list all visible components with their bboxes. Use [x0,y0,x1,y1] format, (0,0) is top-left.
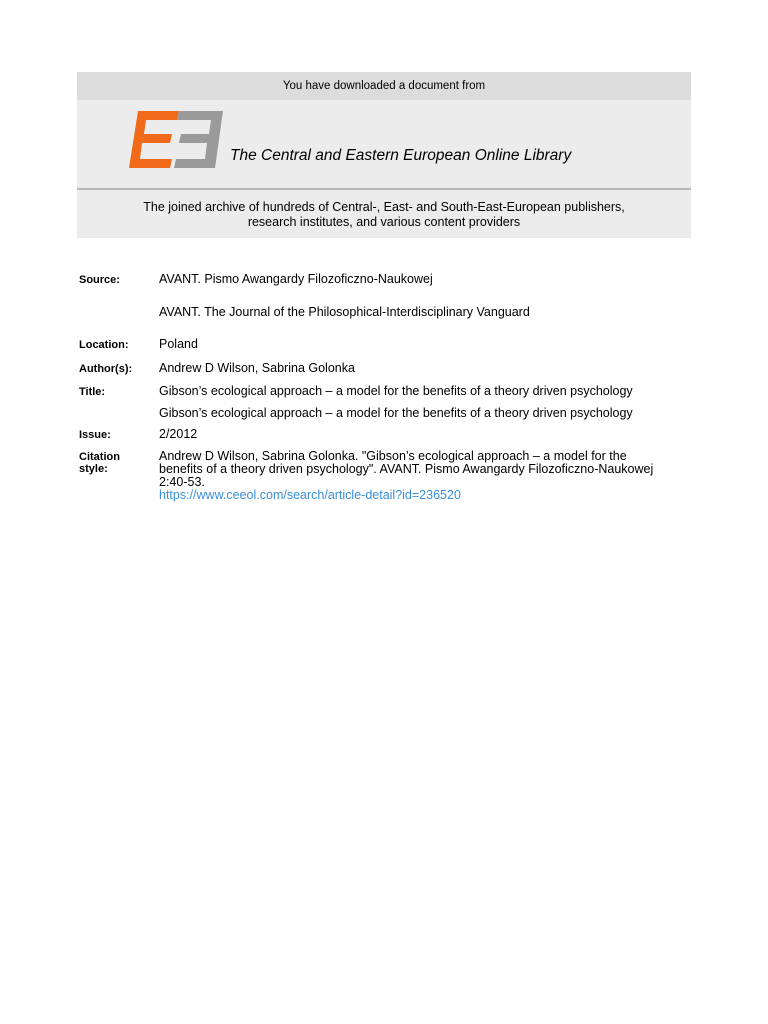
document-metadata [79,273,689,502]
banner-tagline [77,190,691,238]
source-row [79,273,689,286]
citation-line-3: 2:40-53. [159,475,205,489]
citation-line-2: benefits of a theory driven psychology". AVANT. Pismo Awangardy Filozoficzno-Naukowej [159,462,654,476]
source-label: Source: [79,274,120,286]
source-alt-row [79,306,689,319]
title-row [79,385,689,398]
citation-label [79,450,159,475]
ceeol-banner [77,72,691,238]
tagline-line-2: research institutes, and various content providers [247,215,521,229]
citation-line-1: Andrew D Wilson, Sabrina Golonka. "Gibson’s ecological approach – a model for the [159,449,627,463]
citation-url-link[interactable]: https://www.ceeol.com/search/article-detail?id=236520 [159,488,461,502]
authors-value: Andrew D Wilson, Sabrina Golonka [159,361,355,375]
title-value: Gibson’s ecological approach – a model for the benefits of a theory driven psychology [159,384,633,398]
authors-label: Author(s): [79,363,133,375]
source-value-alt: AVANT. The Journal of the Philosophical-Interdisciplinary Vanguard [159,305,530,319]
source-value: AVANT. Pismo Awangardy Filozoficzno-Naukowej [159,272,433,286]
download-notice: You have downloaded a document from [77,72,691,100]
title-value-alt: Gibson’s ecological approach – a model for the benefits of a theory driven psychology [159,406,633,420]
issue-value: 2/2012 [159,427,198,441]
citation-label-line-2: style: [79,463,108,475]
banner-logo-area [77,100,691,190]
authors-row [79,362,689,375]
tagline-line-1: The joined archive of hundreds of Central-, East- and South-East-European publishers, [143,200,625,214]
title-alt-row [79,407,689,420]
citation-label-line-1: Citation [79,451,120,463]
location-value: Poland [159,337,198,351]
citation-row [79,450,689,502]
citation-value [159,450,689,502]
ceeol-logo-icon [129,111,225,171]
issue-label: Issue: [79,429,111,441]
location-row [79,338,689,351]
library-name: The Central and Eastern European Online Library [230,147,572,164]
issue-row [79,428,689,441]
location-label: Location: [79,339,129,351]
title-label: Title: [79,386,106,398]
